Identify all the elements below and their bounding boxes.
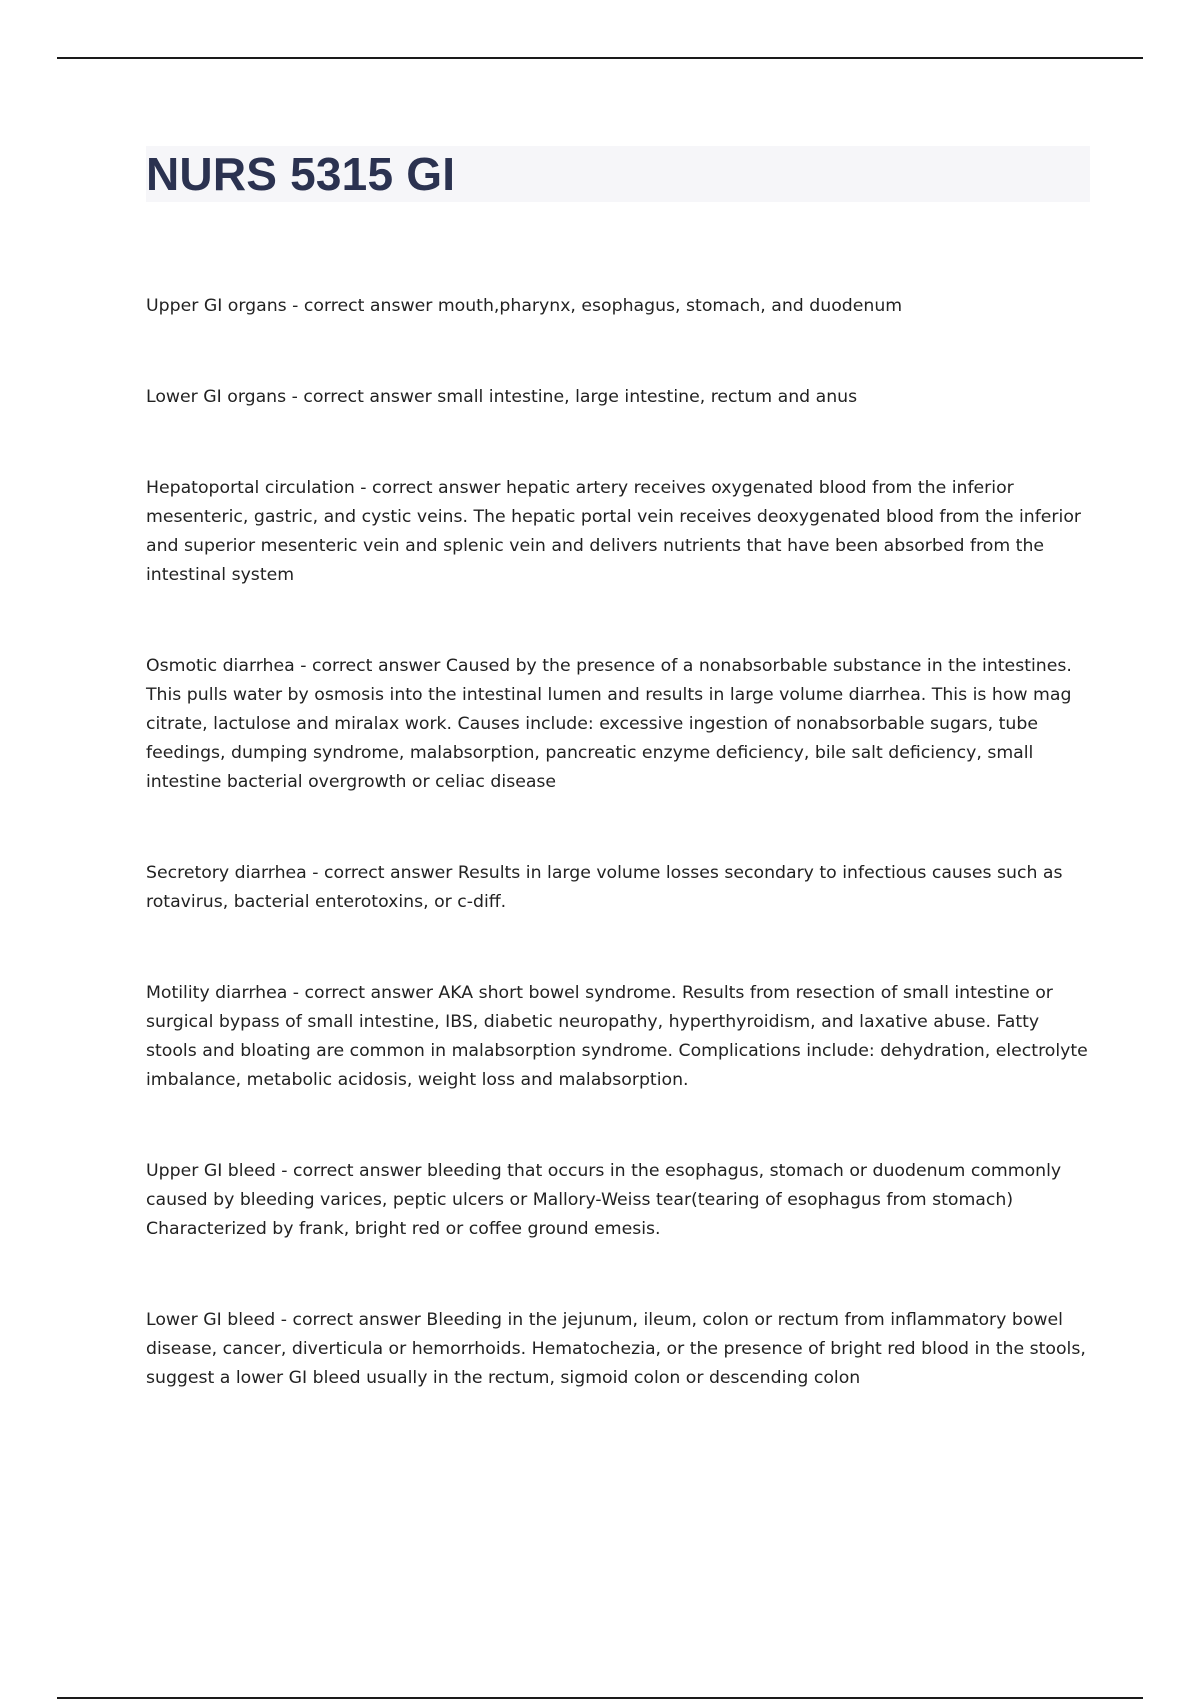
- entry-secretory-diarrhea: Secretory diarrhea - correct answer Results in large volume losses secondary to infectious causes such as rotavirus, bacterial enterotoxins, or c-diff.: [146, 863, 1063, 912]
- entry-lower-gi-organs: Lower GI organs - correct answer small intestine, large intestine, rectum and anus: [146, 387, 858, 407]
- footer-rule: [57, 1697, 1143, 1699]
- entry-upper-gi-bleed: Upper GI bleed - correct answer bleeding that occurs in the esophagus, stomach or duodenum commonly caused by bleeding varices, peptic ulcers or Mallory-Weiss tear(tearing of esophagus from stomach) Characterized by frank, bright red or coffee ground emesis.: [146, 1161, 1062, 1239]
- entry-motility-diarrhea: Motility diarrhea - correct answer AKA short bowel syndrome. Results from resection of small intestine or surgical bypass of small intestine, IBS, diabetic neuropathy, hyperthyroidism, and laxative abuse. Fatty stools and bloating are common in malabsorption syndrome. Complications include: dehydration, electrolyte imbalance, metabolic acidosis, weight loss and malabsorption.: [146, 983, 1088, 1090]
- entry-hepatoportal-circulation: Hepatoportal circulation - correct answer hepatic artery receives oxygenated blood from the inferior mesenteric, gastric, and cystic veins. The hepatic portal vein receives deoxygenated blood from the inferior and superior mesenteric vein and splenic vein and delivers nutrients that have been absorbed from the intestinal system: [146, 478, 1082, 585]
- entry-upper-gi-organs: Upper GI organs - correct answer mouth,pharynx, esophagus, stomach, and duodenum: [146, 296, 903, 316]
- entry-list: [146, 292, 1090, 1455]
- page-title: NURS 5315 GI: [146, 148, 456, 200]
- entry-lower-gi-bleed: Lower GI bleed - correct answer Bleeding in the jejunum, ileum, colon or rectum from inflammatory bowel disease, cancer, diverticula or hemorrhoids. Hematochezia, or the presence of bright red blood in the stools, suggest a lower GI bleed usually in the rectum, sigmoid colon or descending colon: [146, 1310, 1086, 1388]
- entry-osmotic-diarrhea: Osmotic diarrhea - correct answer Caused by the presence of a nonabsorbable substance in the intestines. This pulls water by osmosis into the intestinal lumen and results in large volume diarrhea. This is how mag citrate, lactulose and miralax work. Causes include: excessive ingestion of nonabsorbable sugars, tube feedings, dumping syndrome, malabsorption, pancreatic enzyme deficiency, bile salt deficiency, small intestine bacterial overgrowth or celiac disease: [146, 656, 1072, 792]
- header-rule: [57, 57, 1143, 59]
